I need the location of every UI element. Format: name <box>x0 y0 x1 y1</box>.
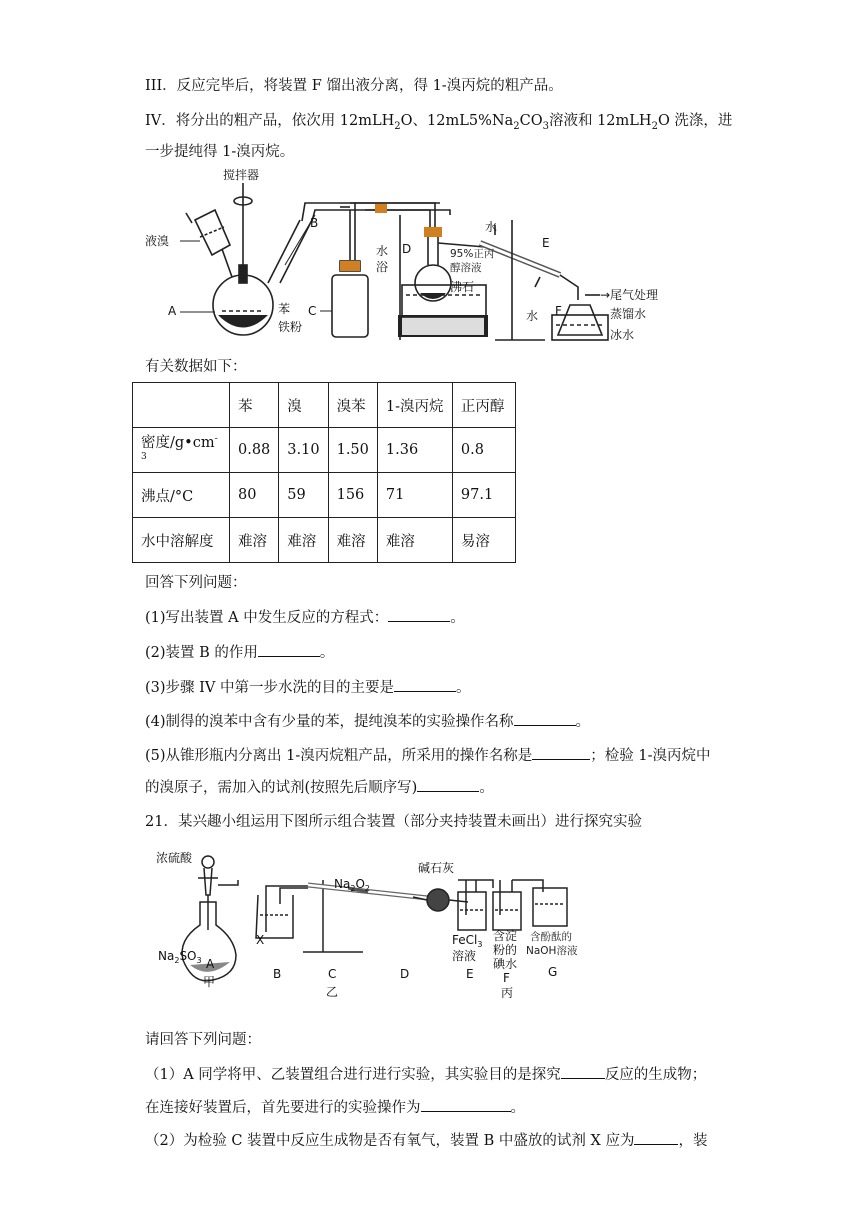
label-jia: 甲 <box>203 975 216 989</box>
question-5-line2: 的溴原子，需加入的试剂(按照先后顺序写) 。 <box>145 777 494 798</box>
water-bath-label-1: 水 <box>376 244 389 258</box>
label-d: D <box>402 242 412 256</box>
sodium-sulfite-label: $Na_2SO_3$ <box>158 949 202 965</box>
combined-apparatus-figure <box>148 840 618 1010</box>
starch-label-3: 碘水 <box>493 957 518 971</box>
table-cell: 0.8 <box>452 428 515 473</box>
ice-water-label: 冰水 <box>610 328 635 342</box>
naoh-label-2: NaOH溶液 <box>526 945 578 957</box>
boiling-chips-label: 沸石 <box>450 280 475 294</box>
table-header-cell: 1-溴丙烷 <box>377 383 452 428</box>
table-cell: 难溶 <box>279 518 328 563</box>
table-cell: 1.50 <box>328 428 377 473</box>
answer-blank[interactable] <box>514 711 576 726</box>
step4-text-line2: 一步提纯得 1-溴丙烷。 <box>145 144 295 160</box>
question-21-1-line2: 在连接好装置后，首先要进行的实验操作为 。 <box>145 1097 525 1118</box>
step4-text: IV．将分出的粗产品，依次用 12mLH$_2$O、$12mL5\%Na_2CO_3$溶液和 12mLH$_2$O 洗涤，进 <box>145 113 733 132</box>
question-4: (4)制得的溴苯中含有少量的苯，提纯溴苯的实验操作名称 。 <box>145 711 590 732</box>
liquid-bromine-label: 液溴 <box>145 234 170 248</box>
label-a: A <box>206 957 215 971</box>
table-cell: 156 <box>328 473 377 518</box>
question-21-2: （2）为检验 C 装置中反应生成物是否有氧气，装置 B 中盛放的试剂 X 应为 ，装 <box>145 1130 707 1151</box>
label-b: B <box>273 967 282 981</box>
starch-label-1: 含淀 <box>493 929 518 943</box>
table-cell: 71 <box>377 473 452 518</box>
answer-blank[interactable] <box>258 642 320 657</box>
table-header-cell <box>133 383 230 428</box>
table-cell: 难溶 <box>328 518 377 563</box>
label-c: C <box>308 304 317 318</box>
table-cell: 难溶 <box>230 518 279 563</box>
data-intro: 有关数据如下： <box>145 359 247 375</box>
answer-intro: 回答下列问题： <box>145 575 247 591</box>
table-row <box>133 428 516 473</box>
table-cell: 0.88 <box>230 428 279 473</box>
table-cell: 易溶 <box>452 518 515 563</box>
fecl3-label: FeCl$_3$ <box>452 933 483 949</box>
answer-blank[interactable] <box>388 607 450 622</box>
label-bing: 丙 <box>501 986 514 1000</box>
table-header-cell: 溴苯 <box>328 383 377 428</box>
question-2: (2)装置 B 的作用 。 <box>145 642 334 663</box>
propanol-label-1: 95%正丙 <box>450 248 495 260</box>
label-b: B <box>310 216 319 230</box>
row-label: 沸点/°C <box>133 473 230 518</box>
label-f: F <box>555 304 562 318</box>
label-e: E <box>466 967 474 981</box>
sodium-peroxide-label: $Na_2O_2$ <box>334 877 370 893</box>
question-21: 21．某兴趣小组运用下图所示组合装置（部分夹持装置未画出）进行探究实验 <box>145 814 642 830</box>
label-e: E <box>542 236 550 250</box>
soda-lime-label: 碱石灰 <box>418 861 455 875</box>
answer-blank[interactable] <box>417 777 479 792</box>
table-cell: 3.10 <box>279 428 328 473</box>
label-a: A <box>168 304 177 318</box>
table-cell: 1.36 <box>377 428 452 473</box>
label-x: X <box>256 933 265 947</box>
distilled-water-label: 蒸馏水 <box>610 307 647 321</box>
step3-text: III．反应完毕后，将装置 F 馏出液分离，得 1-溴丙烷的粗产品。 <box>145 78 563 94</box>
table-cell: 59 <box>279 473 328 518</box>
water-bath-label-2: 浴 <box>376 260 389 274</box>
table-row <box>133 473 516 518</box>
question-5: (5)从锥形瓶内分离出 1-溴丙烷粗产品，所采用的操作名称是 ；检验 1-溴丙烷中 <box>145 745 711 766</box>
table-header-row <box>133 383 516 428</box>
row-label: 水中溶解度 <box>133 518 230 563</box>
properties-table <box>132 382 516 563</box>
answer-blank[interactable] <box>561 1064 605 1079</box>
label-c: C <box>328 967 337 981</box>
table-header-cell: 正丙醇 <box>452 383 515 428</box>
answer-blank[interactable] <box>394 677 456 692</box>
stirrer-label: 搅拌器 <box>223 168 260 182</box>
bromination-apparatus-figure <box>140 165 680 345</box>
question-1: (1)写出装置 A 中发生反应的方程式： 。 <box>145 607 465 628</box>
fecl3-solution-label: 溶液 <box>452 949 477 963</box>
conc-acid-label: 浓硫酸 <box>156 851 193 865</box>
tail-gas-label: →尾气处理 <box>600 288 659 302</box>
label-yi: 乙 <box>326 985 339 999</box>
table-cell: 80 <box>230 473 279 518</box>
propanol-label-2: 醇溶液 <box>450 262 482 274</box>
water-out-label: 水 <box>526 309 539 323</box>
question-21-intro: 请回答下列问题： <box>145 1032 261 1048</box>
table-header-cell: 苯 <box>230 383 279 428</box>
label-d: D <box>400 967 410 981</box>
answer-blank[interactable] <box>634 1130 678 1145</box>
benzene-label: 苯 <box>278 302 291 316</box>
iron-powder-label: 铁粉 <box>278 320 303 334</box>
row-label: 密度$/g•cm^{-3}$ <box>133 428 230 473</box>
table-cell: 难溶 <box>377 518 452 563</box>
table-row <box>133 518 516 563</box>
label-f: F <box>503 971 510 985</box>
question-21-1: （1）A 同学将甲、乙装置组合进行进行实验，其实验目的是探究 反应的生成物； <box>145 1064 706 1085</box>
label-g: G <box>548 965 558 979</box>
water-in-label: 水 <box>485 220 498 234</box>
starch-label-2: 粉的 <box>493 943 518 957</box>
table-cell: 97.1 <box>452 473 515 518</box>
table-header-cell: 溴 <box>279 383 328 428</box>
answer-blank[interactable] <box>421 1097 511 1112</box>
naoh-label-1: 含酚酞的 <box>530 931 572 943</box>
question-3: (3)步骤 IV 中第一步水洗的目的主要是 。 <box>145 677 470 698</box>
answer-blank[interactable] <box>532 745 590 760</box>
